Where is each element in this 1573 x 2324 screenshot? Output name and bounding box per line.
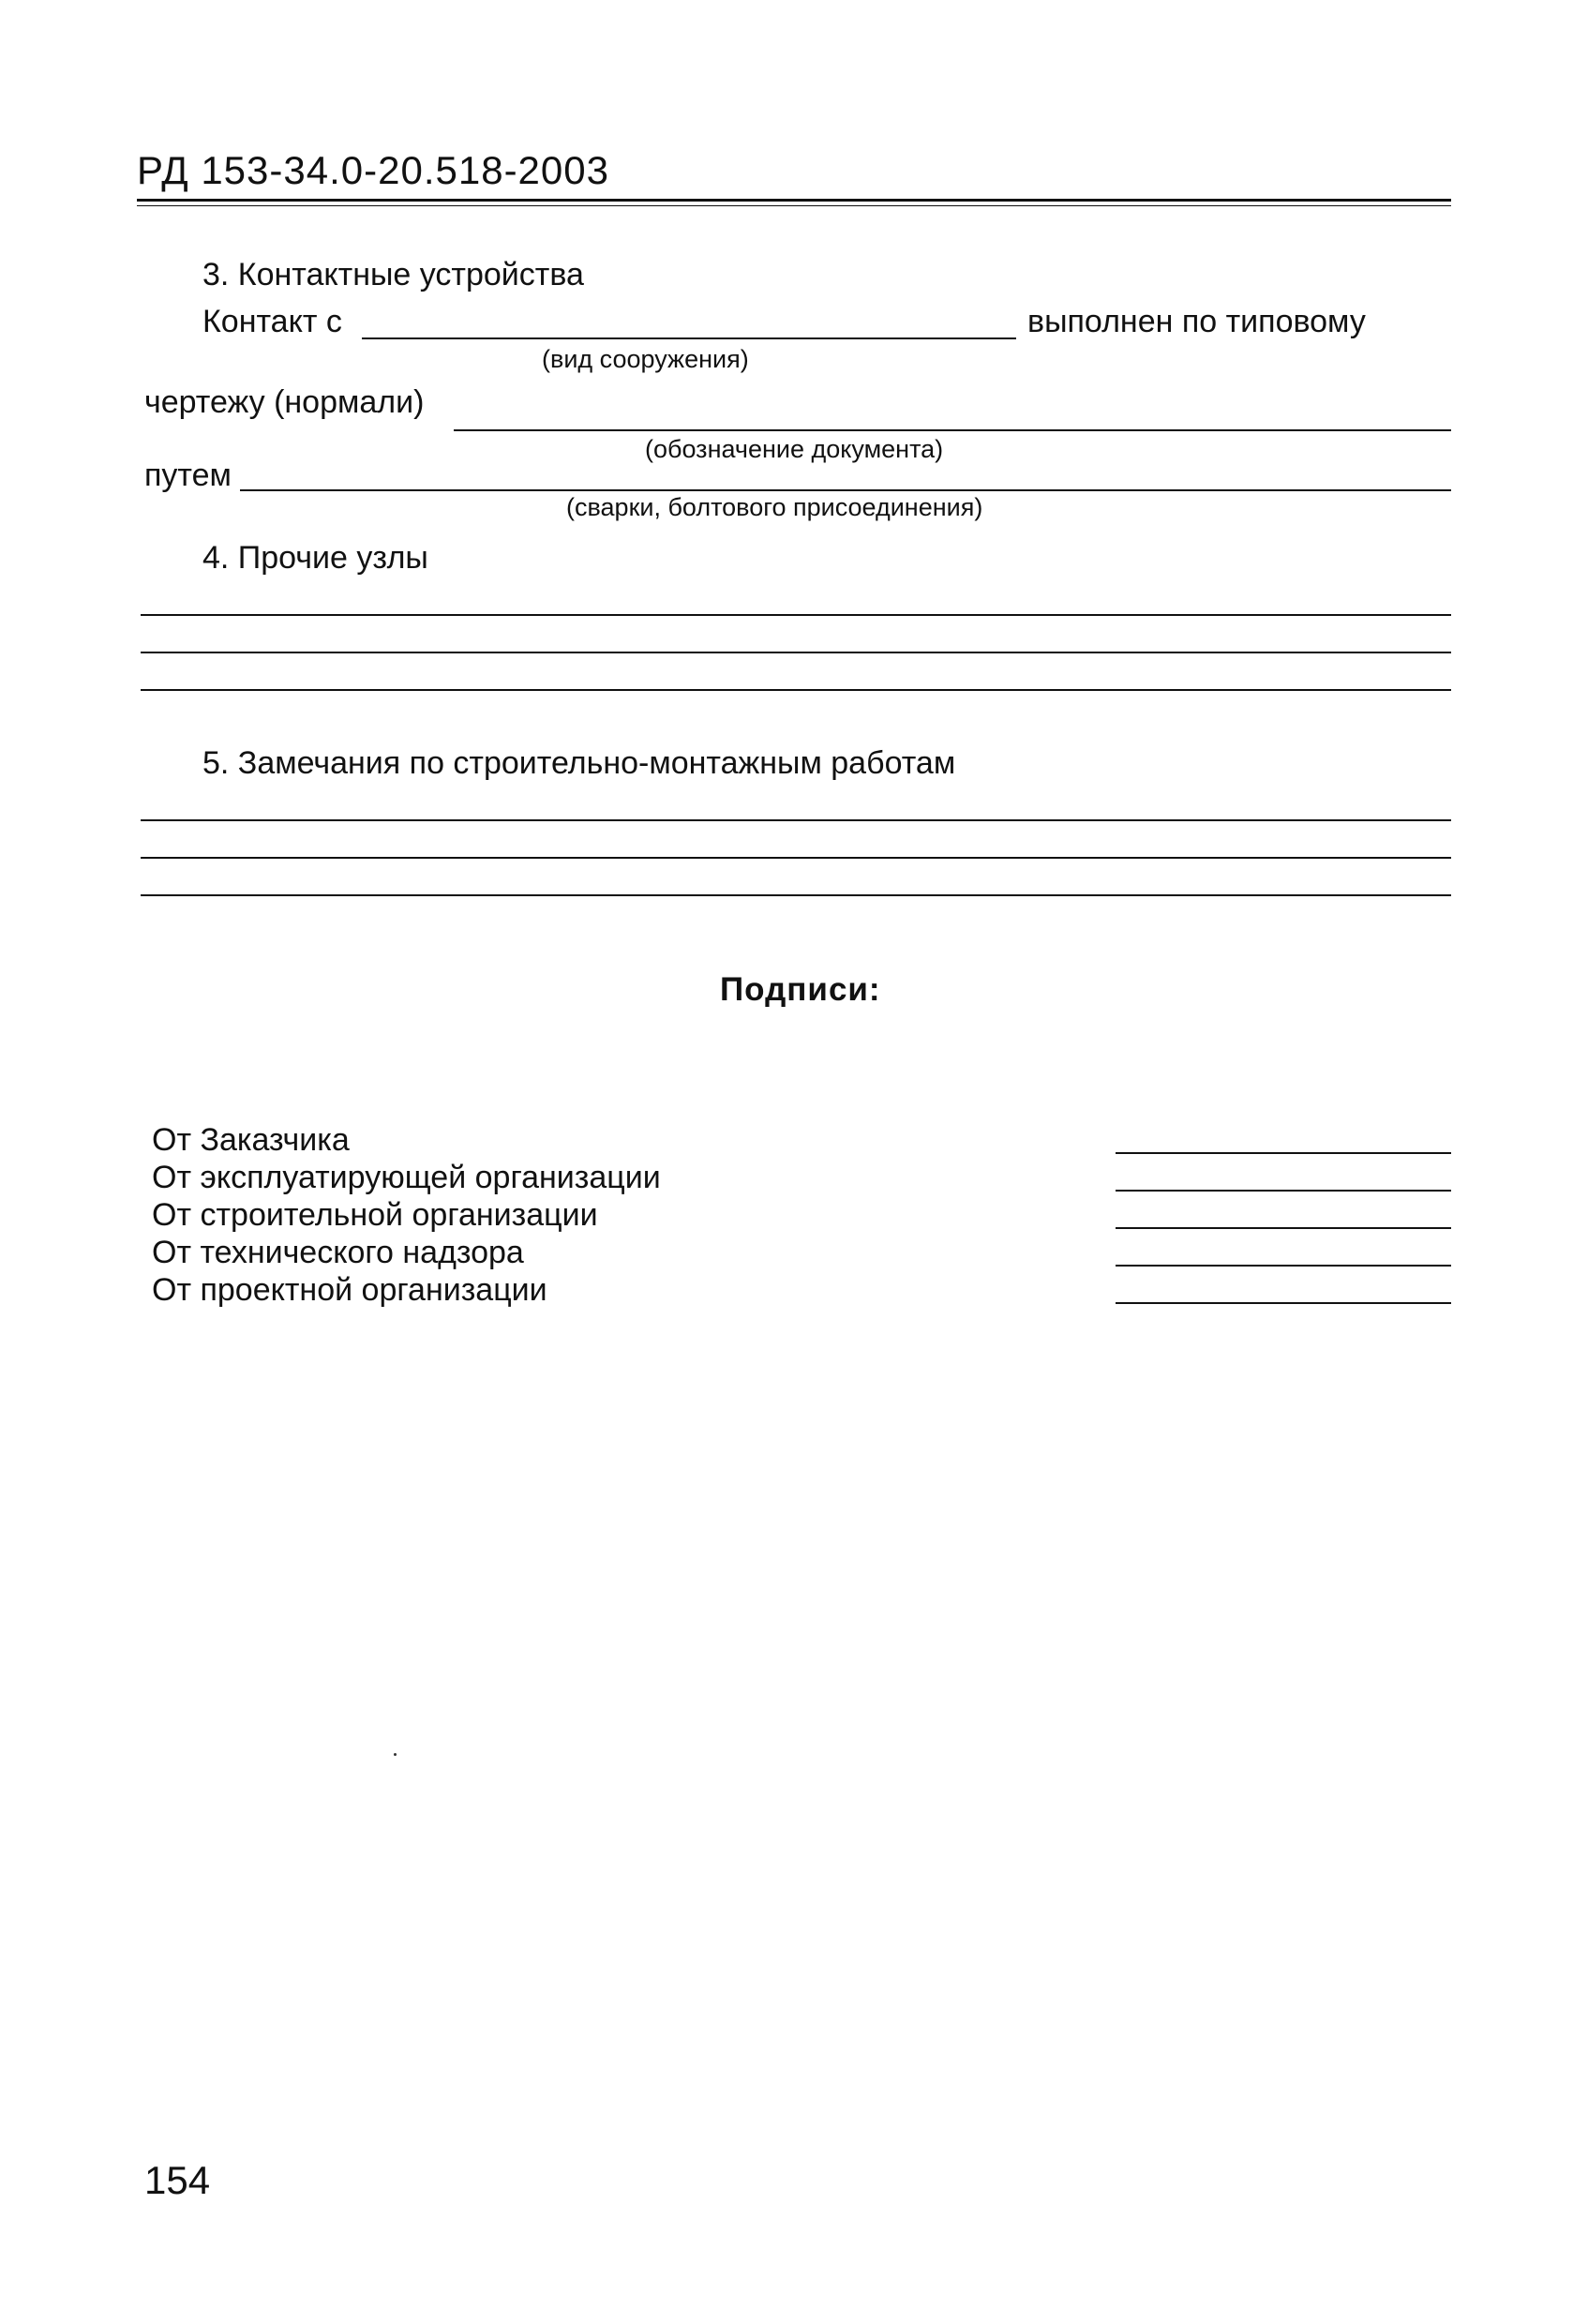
signature-line-technical-supervision[interactable]: [1116, 1265, 1451, 1267]
header-rule-bottom: [137, 205, 1451, 206]
section5-heading: 5. Замечания по строительно-монтажным работам: [202, 745, 956, 781]
page-number: 154: [144, 2158, 211, 2202]
section5-field-line-3[interactable]: [141, 894, 1451, 896]
contact-suffix-label: выполнен по типовому: [1027, 304, 1366, 339]
caption-structure: (вид сооружения): [542, 345, 749, 373]
signature-label-technical-supervision: От технического надзора: [152, 1235, 524, 1270]
signatures-title: Подписи:: [720, 971, 881, 1008]
drawing-document-field[interactable]: [454, 429, 1451, 431]
signature-line-customer[interactable]: [1116, 1152, 1451, 1154]
method-field[interactable]: [240, 489, 1451, 491]
signature-line-design-org[interactable]: [1116, 1302, 1451, 1304]
section5-field-line-2[interactable]: [141, 857, 1451, 859]
signature-line-operating-org[interactable]: [1116, 1190, 1451, 1192]
signature-label-construction-org: От строительной организации: [152, 1197, 598, 1233]
contact-prefix-label: Контакт с: [202, 304, 342, 339]
section4-field-line-2[interactable]: [141, 652, 1451, 653]
drawing-label: чертежу (нормали): [144, 384, 425, 420]
section4-field-line-3[interactable]: [141, 689, 1451, 691]
signature-line-construction-org[interactable]: [1116, 1227, 1451, 1229]
scan-speck: [394, 1753, 397, 1756]
signature-label-customer: От Заказчика: [152, 1122, 350, 1158]
section4-field-line-1[interactable]: [141, 614, 1451, 616]
section5-field-line-1[interactable]: [141, 819, 1451, 821]
section4-heading: 4. Прочие узлы: [202, 540, 428, 576]
caption-method: (сварки, болтового присоединения): [566, 493, 983, 521]
header-rule-top: [137, 199, 1451, 202]
method-label: путем: [144, 457, 232, 493]
section3-heading: 3. Контактные устройства: [202, 257, 584, 292]
document-code: РД 153-34.0-20.518-2003: [137, 148, 609, 192]
caption-document: (обозначение документа): [645, 435, 944, 463]
signature-label-operating-org: От эксплуатирующей организации: [152, 1160, 661, 1195]
contact-structure-field[interactable]: [362, 337, 1016, 339]
signature-label-design-org: От проектной организации: [152, 1272, 547, 1308]
